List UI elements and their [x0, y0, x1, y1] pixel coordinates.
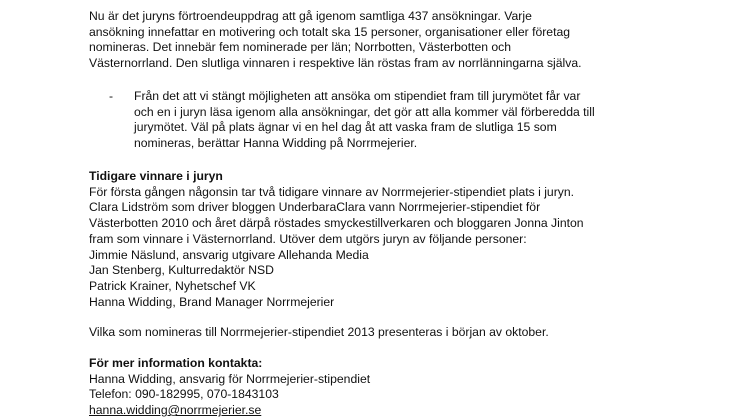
intro-paragraph: [89, 9, 689, 72]
jury-member: Jan Stenberg, Kulturredaktör NSD: [89, 263, 274, 278]
intro-line: Nu är det juryns förtroendeuppdrag att gå igenom samtliga 437 ansökningar. Varje: [89, 9, 532, 23]
announcement-paragraph: [89, 325, 689, 341]
contact-phone: Telefon: 090-182995, 070-1843103: [89, 387, 279, 402]
contact-section: [89, 356, 689, 419]
quote-line: nomineras, berättar Hanna Widding på Norrmejerier.: [134, 136, 418, 151]
contact-heading: För mer information kontakta:: [89, 356, 263, 370]
contact-email-link[interactable]: hanna.widding@norrmejerier.se: [89, 403, 262, 418]
intro-line: Västernorrland. Den slutliga vinnaren i respektive län röstas fram av norrlänningarna själva.: [89, 56, 582, 71]
announcement-text: Vilka som nomineras till Norrmejerier-stipendiet 2013 presenteras i början av oktober.: [89, 325, 549, 339]
jury-member: Jimmie Näslund, ansvarig utgivare Allehanda Media: [89, 247, 369, 262]
previous-line: För första gången någonsin tar två tidigare vinnare av Norrmejerier-stipendiet plats i juryn.: [89, 184, 575, 199]
quote-line: Från det att vi stängt möjligheten att ansöka om stipendiet fram till jurymötet får var: [134, 89, 581, 103]
quote-line: jurymötet. Väl på plats ägnar vi en hel dag åt att vaska fram de slutliga 15 som: [134, 120, 557, 135]
bullet-dash: -: [109, 89, 114, 103]
jury-member: Patrick Krainer, Nyhetschef VK: [89, 278, 256, 293]
jury-member: Hanna Widding, Brand Manager Norrmejerier: [89, 294, 335, 309]
previous-winners-heading: Tidigare vinnare i juryn: [89, 169, 223, 183]
intro-line: nomineras. Det innebär fem nominerade per län; Norrbotten, Västerbotten och: [89, 40, 512, 55]
quote-text: [134, 89, 595, 152]
previous-line: Västerbotten 2010 och året därpå röstades smyckestillverkaren och bloggaren Jonna Jinton: [89, 216, 584, 231]
previous-line: Clara Lidström som driver bloggen UnderbaraClara vann Norrmejerier-stipendiet för: [89, 200, 541, 215]
contact-name: Hanna Widding, ansvarig för Norrmejerier-stipendiet: [89, 371, 371, 386]
intro-line: ansökning innefattar en motivering och totalt ska 15 personer, organisationer eller företag: [89, 24, 571, 39]
previous-line: fram som vinnare i Västernorrland. Utöver dem utgörs juryn av följande personer:: [89, 231, 527, 246]
previous-winners-section: [89, 169, 689, 310]
quote-line: och en i juryn läsa igenom alla ansökningar, det gör att alla kommer väl förberedda till: [134, 104, 595, 119]
